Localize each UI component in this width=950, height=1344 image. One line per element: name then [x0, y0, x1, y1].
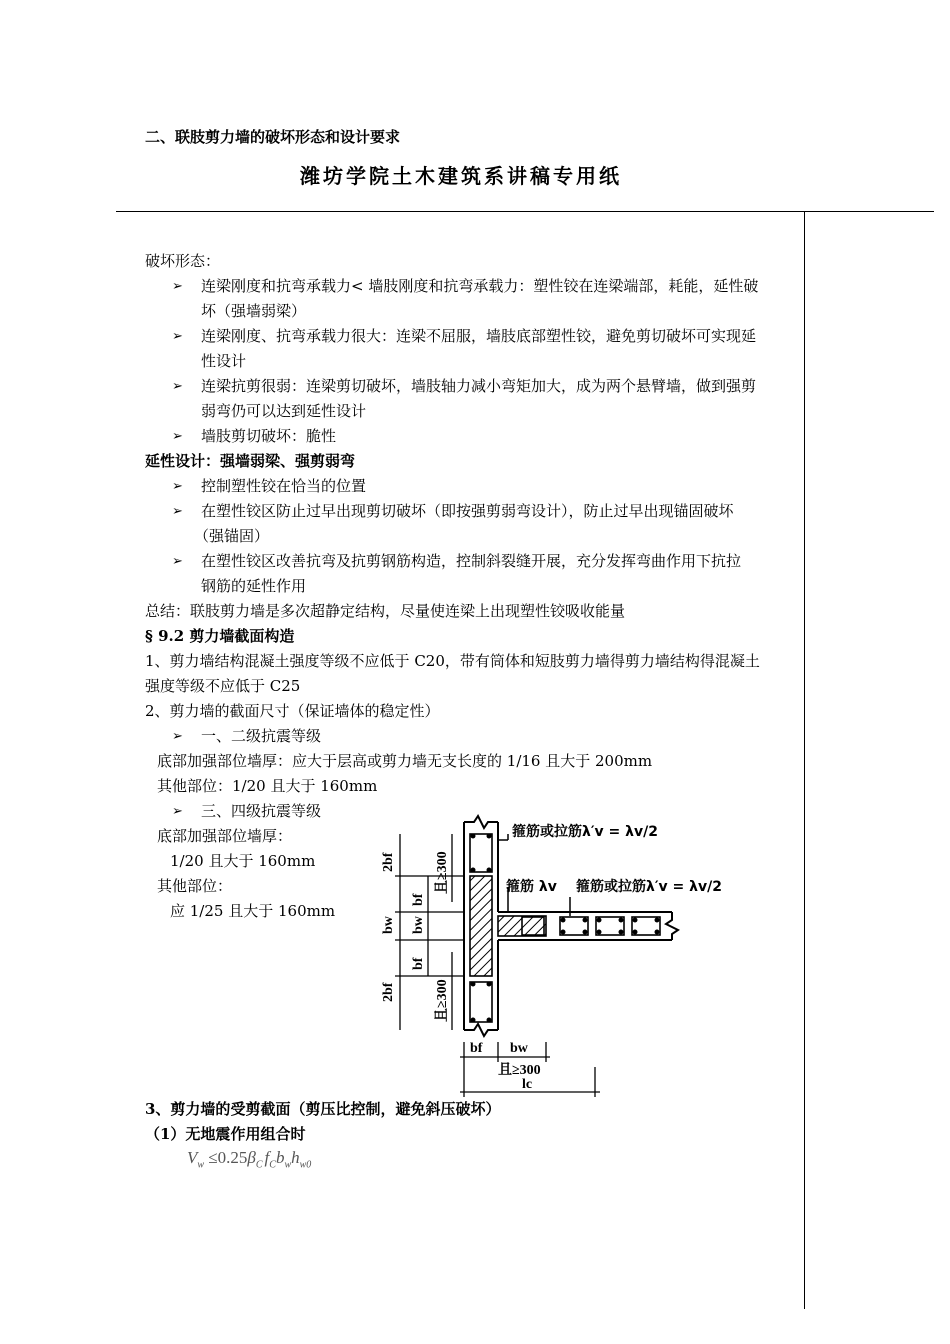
failure-heading: 破坏形态： — [145, 252, 221, 270]
formula-v-sub: w — [197, 1159, 205, 1171]
formula-h: h — [291, 1148, 300, 1167]
grade-1-2-label: 一、二级抗震等级 — [201, 727, 322, 745]
bullet-arrow-icon: ➢ — [172, 804, 183, 819]
dim-bw-left: bw — [381, 916, 396, 934]
dim-bf-bottom: bf — [411, 957, 426, 970]
dim-300-top: 且≥300 — [435, 851, 450, 894]
list-item-cont: 钢筋的延性作用 — [201, 577, 307, 595]
label-stirrup-mid-b: 箍筋或拉筋λ′v = λv/2 — [576, 879, 722, 895]
item-1-line1: 1、剪力墙结构混凝土强度等级不应低于 C20，带有筒体和短肢剪力墙得剪力墙结构得混凝土 — [145, 652, 760, 670]
dim-bw-horizontal: bw — [510, 1041, 528, 1056]
bullet-arrow-icon: ➢ — [172, 479, 183, 494]
grade-3-4-other-value: 应 1/25 且大于 160mm — [170, 902, 336, 920]
grade-3-4-bottom-value: 1/20 且大于 160mm — [170, 852, 316, 870]
bullet-arrow-icon: ➢ — [172, 729, 183, 744]
dim-2bf-top: 2bf — [381, 852, 396, 872]
list-item-cont: 坏（强墙弱梁） — [201, 302, 307, 320]
grade-3-4-label: 三、四级抗震等级 — [201, 802, 322, 820]
list-item: 在塑性铰区改善抗弯及抗剪钢筋构造，控制斜裂缝开展，充分发挥弯曲作用下抗拉 — [201, 552, 742, 570]
grade-1-2-bottom: 底部加强部位墙厚：应大于层高或剪力墙无支长度的 1/16 且大于 200mm — [157, 752, 653, 770]
formula-h-sub: w0 — [299, 1159, 312, 1171]
section-9-2-heading: § 9.2 剪力墙截面构造 — [145, 627, 295, 645]
section-title: 二、联肢剪力墙的破坏形态和设计要求 — [145, 128, 401, 146]
bullet-arrow-icon: ➢ — [172, 279, 183, 294]
dim-bf-top: bf — [411, 893, 426, 906]
dim-2bf-bottom: 2bf — [381, 982, 396, 1002]
bullet-arrow-icon: ➢ — [172, 554, 183, 569]
formula-f: f — [264, 1148, 270, 1167]
formula-f-sub: C — [269, 1159, 276, 1171]
grade-3-4-bottom: 底部加强部位墙厚： — [157, 827, 293, 845]
item-3-1: （1）无地震作用组合时 — [145, 1125, 306, 1143]
item-3: 3、剪力墙的受剪截面（剪压比控制，避免斜压破坏） — [145, 1100, 501, 1118]
dim-300-bottom: 且≥300 — [435, 979, 450, 1022]
list-item: 控制塑性铰在恰当的位置 — [201, 477, 367, 495]
dim-bw-inner: bw — [411, 916, 426, 934]
label-stirrup-mid-a: 箍筋 λv — [506, 879, 557, 895]
list-item-cont: 弱弯仍可以达到延性设计 — [201, 402, 367, 420]
dim-300-horizontal: 且≥300 — [498, 1063, 541, 1078]
header-title: 潍坊学院土木建筑系讲稿专用纸 — [300, 164, 622, 188]
formula-b-sub: w — [284, 1159, 292, 1171]
list-item: 连梁抗剪很弱：连梁剪切破坏，墙肢轴力减小弯矩加大，成为两个悬臂墙，做到强剪 — [201, 377, 757, 395]
formula-v: V — [187, 1148, 198, 1167]
list-item-cont: （强锚固） — [194, 527, 270, 545]
list-item: 在塑性铰区防止过早出现剪切破坏（即按强剪弱弯设计），防止过早出现锚固破坏 — [201, 502, 734, 520]
wall-section-diagram — [370, 812, 760, 1102]
grade-3-4-other: 其他部位： — [157, 877, 233, 895]
summary-text: 总结：联肢剪力墙是多次超静定结构，尽量使连梁上出现塑性铰吸收能量 — [145, 602, 626, 620]
list-item: 连梁刚度、抗弯承载力很大：连梁不屈服，墙肢底部塑性铰，避免剪切破坏可实现延 — [201, 327, 757, 345]
list-item: 连梁刚度和抗弯承载力< 墙肢刚度和抗弯承载力：塑性铰在连梁端部，耗能，延性破 — [201, 277, 759, 295]
item-2: 2、剪力墙的截面尺寸（保证墙体的稳定性） — [145, 702, 440, 720]
label-stirrup-top: 箍筋或拉筋λ′v = λv/2 — [512, 824, 658, 840]
bullet-arrow-icon: ➢ — [172, 429, 183, 444]
bullet-arrow-icon: ➢ — [172, 329, 183, 344]
dim-bf-horizontal: bf — [470, 1041, 483, 1056]
list-item-cont: 性设计 — [201, 352, 247, 370]
margin-rule — [804, 211, 805, 1309]
shear-formula — [187, 1148, 311, 1170]
bullet-arrow-icon: ➢ — [172, 379, 183, 394]
bullet-arrow-icon: ➢ — [172, 504, 183, 519]
item-1-line2: 强度等级不应低于 C25 — [145, 677, 301, 695]
dim-lc: lc — [522, 1077, 533, 1092]
formula-b: b — [275, 1148, 285, 1167]
ductile-heading: 延性设计：强墙弱梁、强剪弱弯 — [145, 452, 356, 470]
grade-1-2-other: 其他部位：1/20 且大于 160mm — [157, 777, 378, 795]
formula-relation: ≤0.25 — [204, 1148, 248, 1167]
formula-beta-sub: C — [255, 1159, 263, 1171]
header-rule — [116, 211, 934, 212]
list-item: 墙肢剪切破坏：脆性 — [201, 427, 337, 445]
formula-beta: β — [247, 1148, 256, 1167]
